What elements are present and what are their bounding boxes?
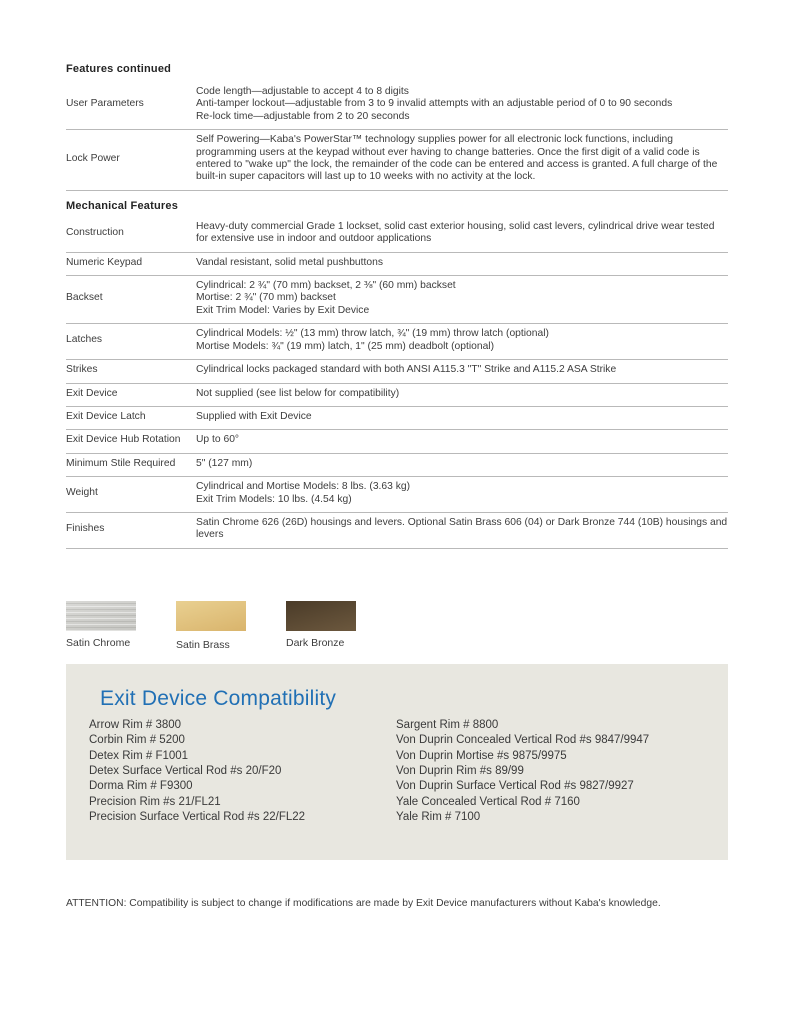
row-value: [196, 280, 728, 317]
row-value: [196, 364, 728, 376]
value-line: Supplied with Exit Device: [196, 410, 312, 422]
swatch-label: Dark Bronze: [286, 636, 345, 649]
row-label: Exit Device Latch: [66, 410, 146, 422]
value-line: Cylindrical and Mortise Models: 8 lbs. (3.63 kg): [196, 481, 411, 493]
list-item: Yale Rim # 7100: [396, 811, 481, 824]
row-value: [196, 458, 728, 470]
table-row: [66, 477, 728, 513]
row-value: [196, 434, 728, 446]
row-label: Numeric Keypad: [66, 256, 143, 268]
value-line: Exit Trim Models: 10 lbs. (4.54 kg): [196, 493, 352, 505]
features-continued-heading: Features continued: [66, 63, 172, 75]
row-value: [196, 328, 728, 353]
row-value: [196, 134, 728, 184]
attention-note: ATTENTION: Compatibility is subject to change if modifications are made by Exit Device manufacturers without Kaba's knowledge.: [66, 897, 661, 909]
mechanical-table: [66, 217, 728, 549]
list-item: Detex Rim # F1001: [89, 749, 189, 762]
table-row: [66, 253, 728, 276]
list-item: Precision Surface Vertical Rod #s 22/FL22: [89, 811, 306, 824]
row-label: Exit Device: [66, 387, 118, 399]
satin-brass-swatch: [176, 601, 246, 631]
row-value: [196, 221, 728, 246]
finish-item: [286, 601, 356, 651]
compat-title: Exit Device Compatibility: [100, 686, 337, 710]
value-line: Cylindrical locks packaged standard with both ANSI A115.3 "T" Strike and A115.2 ASA Strike: [196, 364, 617, 376]
value-line: Cylindrical: 2 ¾" (70 mm) backset, 2 ⅜" (60 mm) backset: [196, 280, 456, 292]
row-value: [196, 481, 728, 506]
table-row: [66, 454, 728, 477]
table-row: [66, 276, 728, 324]
row-label: User Parameters: [66, 98, 144, 110]
row-value: [196, 388, 728, 400]
table-row: [66, 360, 728, 383]
value-line: Not supplied (see list below for compatibility): [196, 387, 400, 399]
row-label: Lock Power: [66, 152, 120, 164]
value-line: Up to 60°: [196, 434, 240, 446]
row-value: [196, 257, 728, 269]
row-label: Backset: [66, 292, 103, 304]
value-line: Cylindrical Models: ½" (13 mm) throw latch, ¾" (19 mm) throw latch (optional): [196, 328, 549, 340]
table-row: [66, 384, 728, 407]
value-line: Vandal resistant, solid metal pushbuttons: [196, 256, 383, 268]
finish-swatches: [66, 601, 728, 651]
compat-panel: [66, 664, 728, 860]
features-table: [66, 82, 728, 191]
row-label: Strikes: [66, 364, 98, 376]
compat-list-left: [89, 718, 396, 826]
list-item: Corbin Rim # 5200: [89, 734, 185, 747]
value-line: Exit Trim Model: Varies by Exit Device: [196, 304, 370, 316]
row-label: Finishes: [66, 523, 105, 535]
row-label: Latches: [66, 334, 103, 346]
table-row: [66, 430, 728, 453]
finish-item: [176, 601, 246, 651]
mechanical-features-heading: Mechanical Features: [66, 199, 179, 212]
value-line: Self Powering—Kaba's PowerStar™ technology supplies power for all electronic lock functions, including programming users at the keypad without ever having to change batteries. Once the first digit of a valid code is entered to "wake up" the lock, the remainder of the code can be entered and access is granted. A full charge of the built-in super capacitors will last up to 10 weeks with no activity at the lock.: [196, 134, 718, 183]
list-item: Von Duprin Concealed Vertical Rod #s 9847/9947: [396, 734, 650, 747]
list-item: Von Duprin Rim #s 89/99: [396, 764, 524, 777]
value-line: Mortise: 2 ¾" (70 mm) backset: [196, 292, 336, 304]
row-label: Weight: [66, 487, 98, 499]
row-label: Minimum Stile Required: [66, 457, 176, 469]
swatch-label: Satin Brass: [176, 638, 230, 651]
compat-columns: [89, 718, 708, 826]
list-item: Arrow Rim # 3800: [89, 718, 182, 731]
list-item: Detex Surface Vertical Rod #s 20/F20: [89, 764, 282, 777]
table-row: [66, 130, 728, 191]
row-label: Exit Device Hub Rotation: [66, 434, 181, 446]
list-item: Sargent Rim # 8800: [396, 718, 499, 731]
value-line: Heavy-duty commercial Grade 1 lockset, solid cast exterior housing, solid cast levers, cylindrical drive wear tested for extensive use in indoor and outdoor applications: [196, 220, 715, 245]
list-item: Yale Concealed Vertical Rod # 7160: [396, 795, 580, 808]
row-value: [196, 411, 728, 423]
swatch-label: Satin Chrome: [66, 636, 131, 649]
list-item: Von Duprin Surface Vertical Rod #s 9827/9927: [396, 780, 634, 793]
list-item: Dorma Rim # F9300: [89, 780, 193, 793]
table-row: [66, 407, 728, 430]
compat-list-right: [396, 718, 649, 826]
value-line: 5" (127 mm): [196, 457, 253, 469]
value-line: Anti-tamper lockout—adjustable from 3 to 9 invalid attempts with an adjustable period of 0 to 90 seconds: [196, 98, 673, 110]
table-row: [66, 217, 728, 253]
value-line: Re-lock time—adjustable from 2 to 20 seconds: [196, 110, 410, 122]
table-row: [66, 513, 728, 549]
satin-chrome-swatch: [66, 601, 136, 631]
list-item: Von Duprin Mortise #s 9875/9975: [396, 749, 567, 762]
value-line: Satin Chrome 626 (26D) housings and levers. Optional Satin Brass 606 (04) or Dark Bronze 744 (10B) housings and levers: [196, 516, 728, 541]
row-label: Construction: [66, 227, 124, 239]
table-row: [66, 82, 728, 130]
finish-item: [66, 601, 136, 651]
row-value: [196, 86, 728, 123]
value-line: Code length—adjustable to accept 4 to 8 digits: [196, 86, 409, 97]
value-line: Mortise Models: ¾" (19 mm) latch, 1" (25 mm) deadbolt (optional): [196, 340, 495, 352]
list-item: Precision Rim #s 21/FL21: [89, 795, 221, 808]
table-row: [66, 324, 728, 360]
dark-bronze-swatch: [286, 601, 356, 631]
row-value: [196, 517, 728, 542]
